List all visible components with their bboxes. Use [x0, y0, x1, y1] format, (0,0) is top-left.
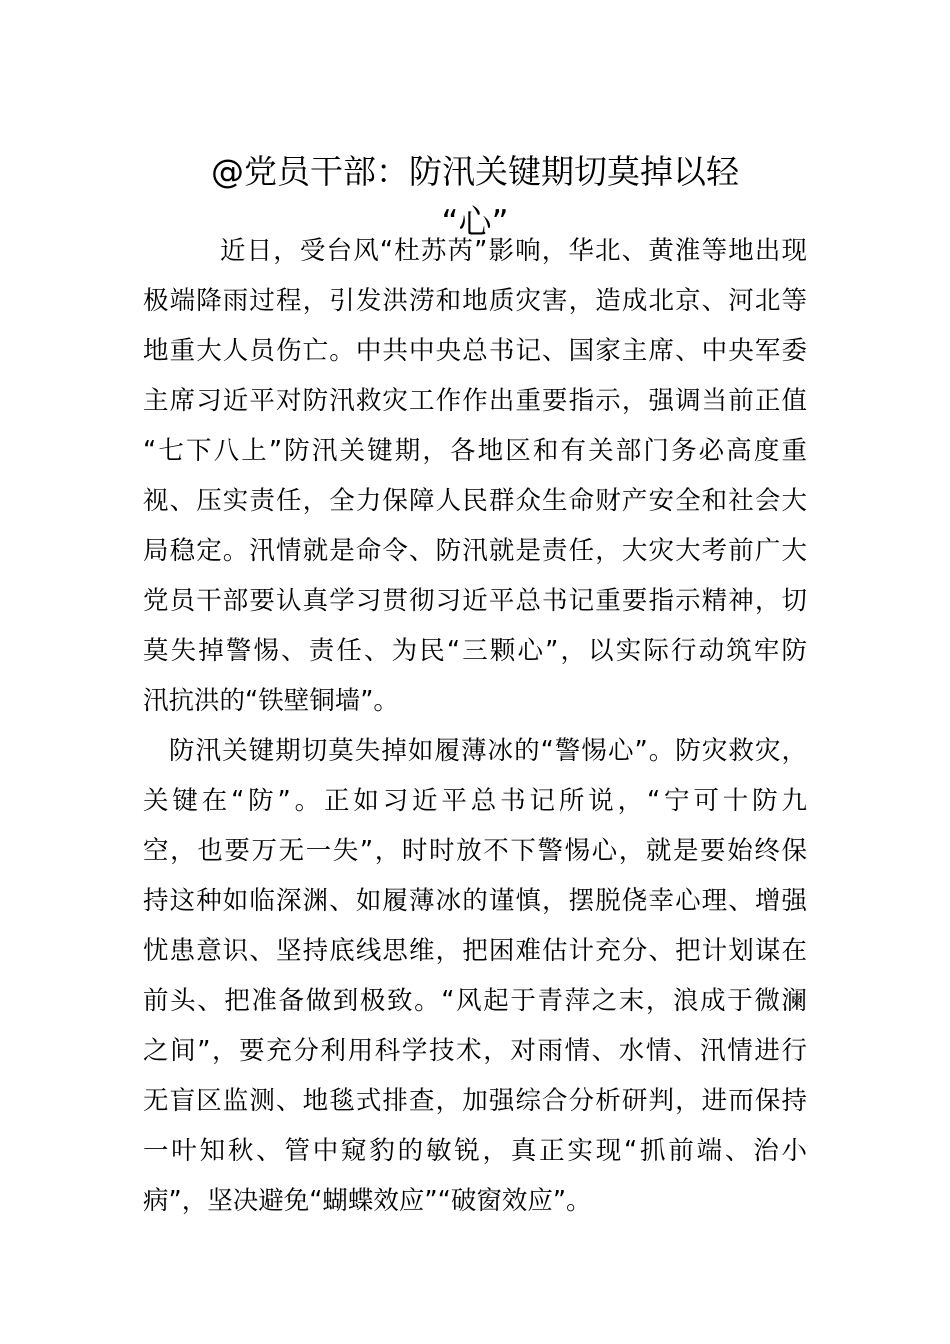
title-line-1: @党员干部：防汛关键期切莫掉以轻: [211, 152, 739, 192]
paragraph-line: 防汛关键期切莫失掉如履薄冰的“警惕心”。防灾救灾，: [169, 736, 807, 766]
paragraph-line: 病”，坚决避免“蝴蝶效应”“破窗效应”。: [143, 1186, 592, 1216]
title-line-2: “心”: [441, 202, 509, 242]
paragraph-line: 近日，受台风“杜苏芮”影响，华北、黄淮等地出现: [220, 236, 807, 266]
paragraph-line: 主席习近平对防汛救灾工作作出重要指示，强调当前正值: [143, 386, 807, 416]
paragraph-line: 忧患意识、坚持底线思维，把困难估计充分、把计划谋在: [143, 936, 807, 966]
paragraph-2: [143, 726, 807, 1226]
paragraph-line: 持这种如临深渊、如履薄冰的谨慎，摆脱侥幸心理、增强: [143, 886, 807, 916]
paragraph-line: “七下八上”防汛关键期，各地区和有关部门务必高度重: [143, 436, 807, 466]
paragraph-line: 莫失掉警惕、责任、为民“三颗心”，以实际行动筑牢防: [143, 636, 807, 666]
paragraph-line: 关键在“防”。正如习近平总书记所说，“宁可十防九: [143, 786, 807, 816]
paragraph-line: 极端降雨过程，引发洪涝和地质灾害，造成北京、河北等: [143, 286, 807, 316]
paragraph-line: 无盲区监测、地毯式排查，加强综合分析研判，进而保持: [143, 1086, 807, 1116]
paragraph-line: 之间”，要充分利用科学技术，对雨情、水情、汛情进行: [143, 1036, 807, 1066]
document-body: [143, 226, 807, 1226]
paragraph-line: 局稳定。汛情就是命令、防汛就是责任，大灾大考前广大: [143, 536, 807, 566]
paragraph-line: 党员干部要认真学习贯彻习近平总书记重要指示精神，切: [143, 586, 807, 616]
paragraph-line: 汛抗洪的“铁壁铜墙”。: [143, 686, 399, 716]
paragraph-line: 视、压实责任，全力保障人民群众生命财产安全和社会大: [143, 486, 807, 516]
paragraph-line: 空，也要万无一失”，时时放不下警惕心，就是要始终保: [143, 836, 807, 866]
paragraph-1: [143, 226, 807, 726]
paragraph-line: 地重大人员伤亡。中共中央总书记、国家主席、中央军委: [143, 336, 807, 366]
paragraph-line: 前头、把准备做到极致。“风起于青萍之末，浪成于微澜: [143, 986, 807, 1016]
paragraph-line: 一叶知秋、管中窥豹的敏锐，真正实现“抓前端、治小: [143, 1136, 807, 1166]
